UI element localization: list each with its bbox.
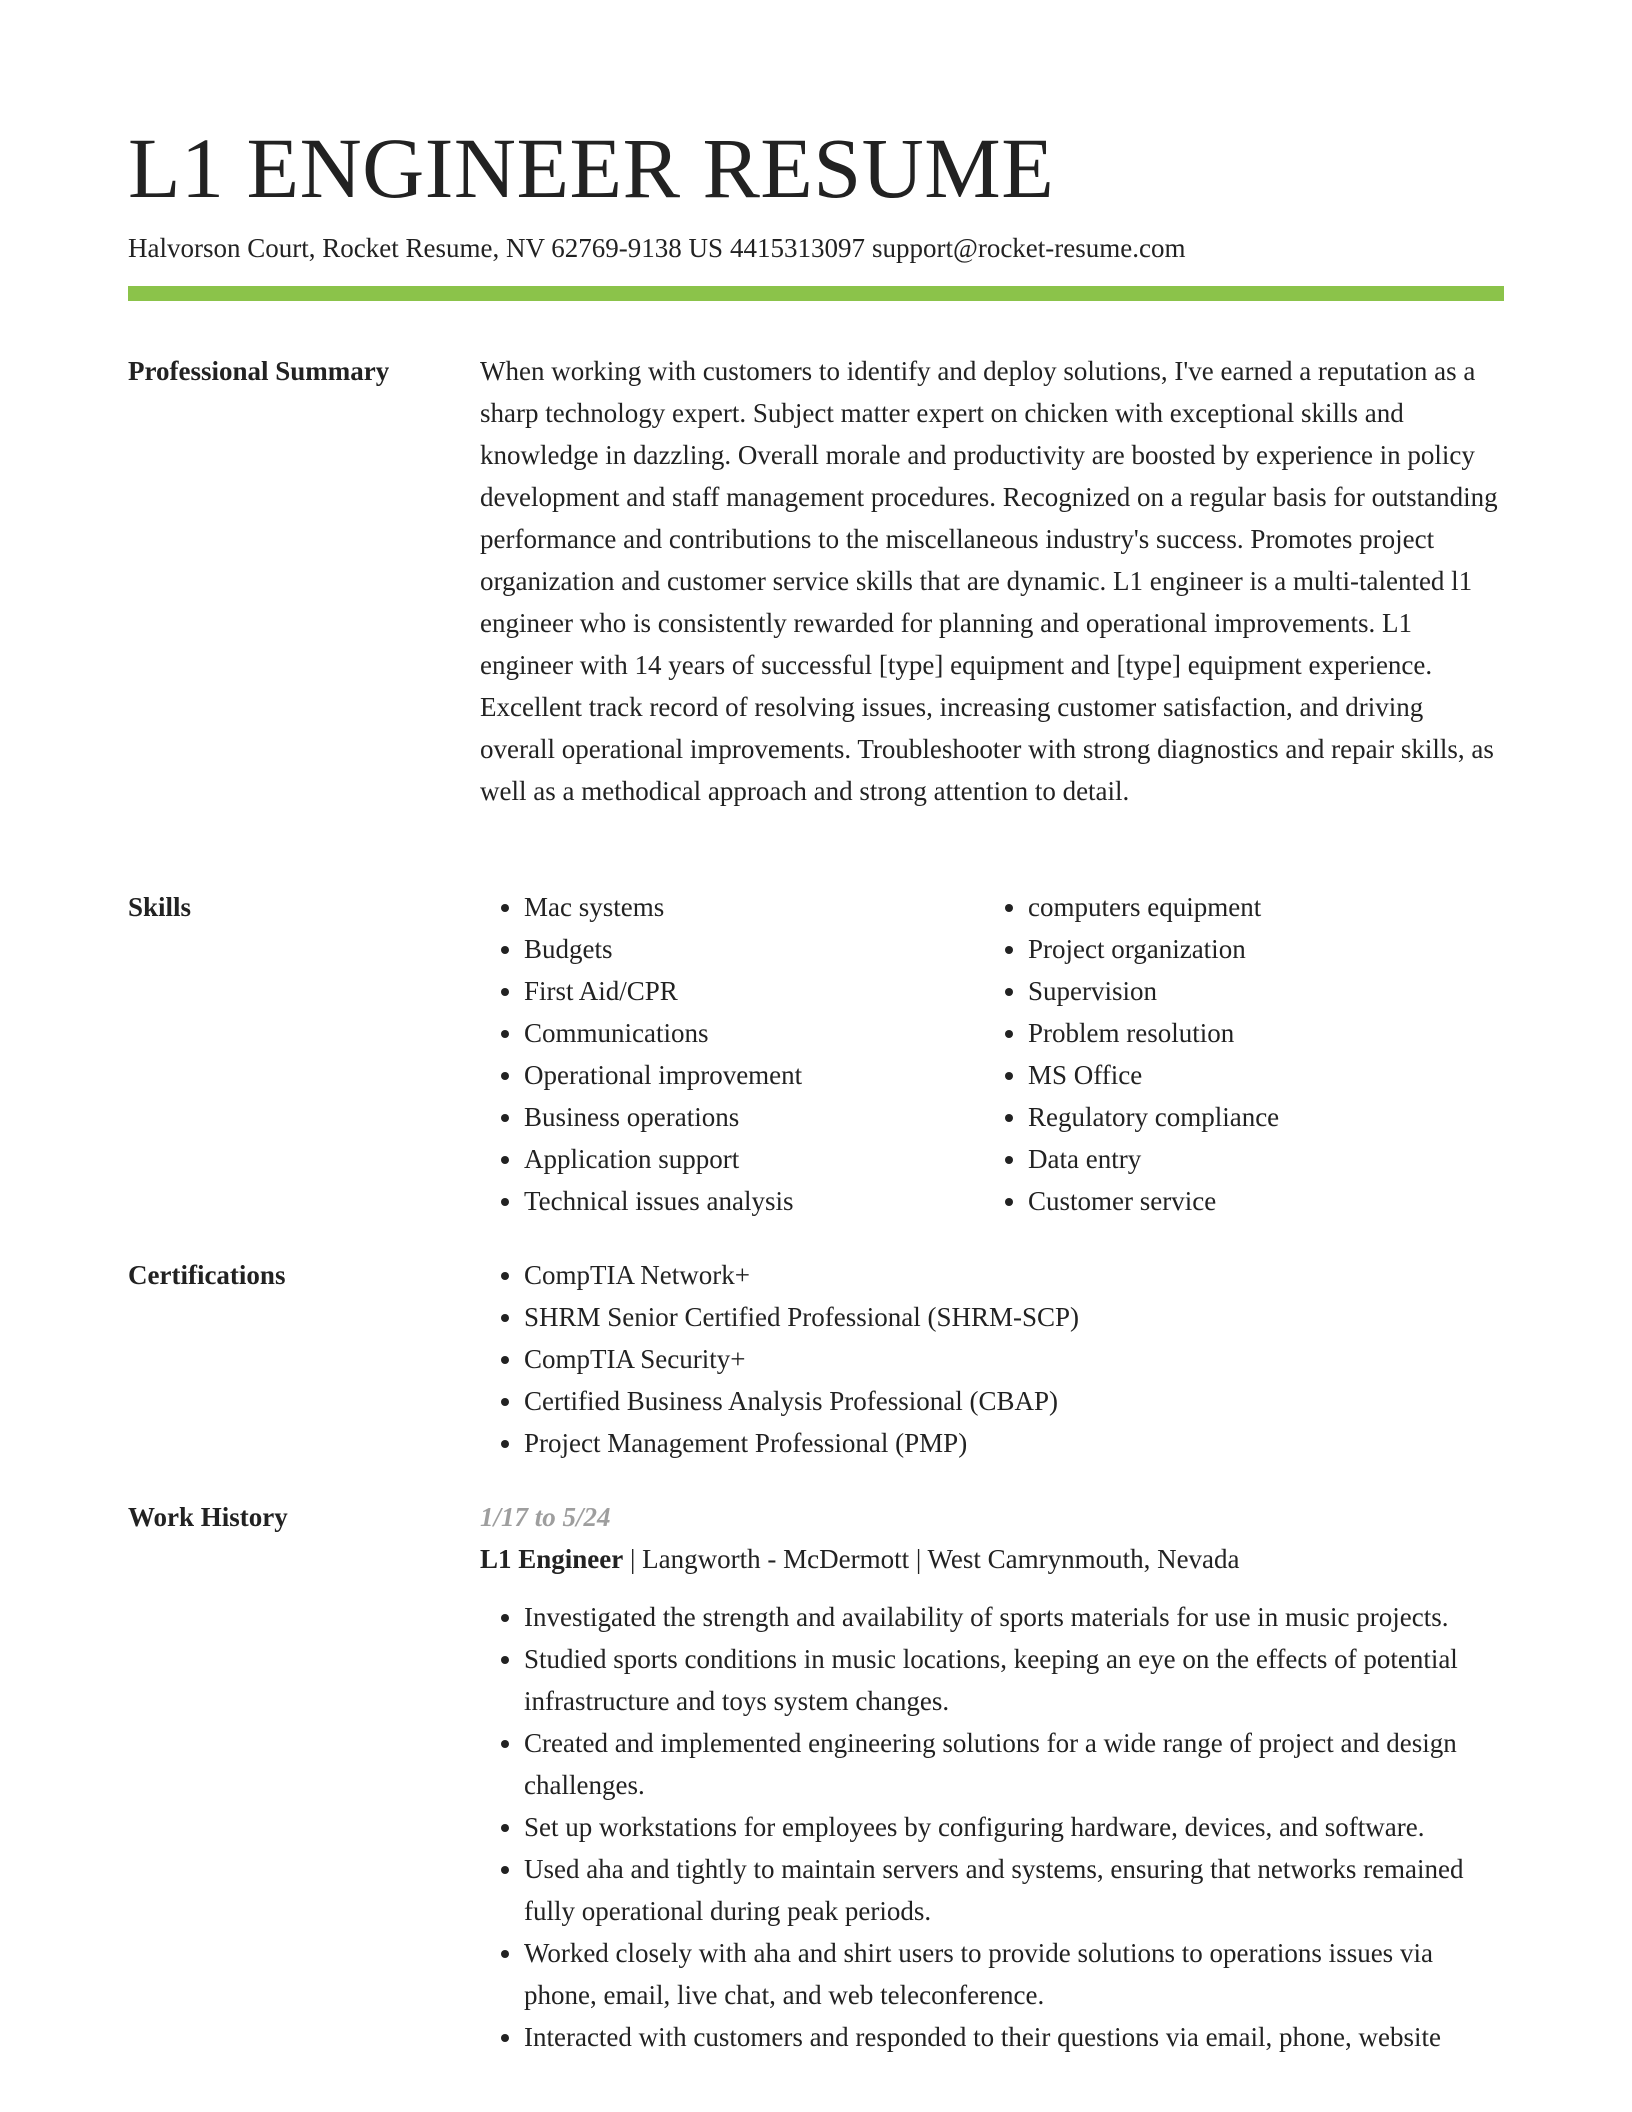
- skill-item: • Operational improvement: [524, 1054, 984, 1096]
- skills-list-left: [480, 886, 984, 1222]
- skill-item: • Data entry: [1028, 1138, 1488, 1180]
- skill-item: • Problem resolution: [1028, 1012, 1488, 1054]
- work-history-body: [480, 1496, 1504, 2058]
- job-employer-location: | Langworth - McDermott | West Camrynmouth, Nevada: [623, 1544, 1240, 1574]
- skill-item: • Technical issues analysis: [524, 1180, 984, 1222]
- certification-item: • CompTIA Network+: [524, 1254, 1504, 1296]
- section-heading-summary: Professional Summary: [128, 356, 390, 386]
- job-responsibilities-list: [480, 1596, 1504, 2058]
- skill-item: • MS Office: [1028, 1054, 1488, 1096]
- skill-item: • Communications: [524, 1012, 984, 1054]
- job-header: [480, 1538, 1504, 1580]
- job-dates: 1/17 to 5/24: [480, 1502, 611, 1532]
- skills-list-right: [984, 886, 1488, 1222]
- skill-item: • computers equipment: [1028, 886, 1488, 928]
- job-responsibility: • Used aha and tightly to maintain servers and systems, ensuring that networks remained fully operational during peak periods.: [524, 1848, 1504, 1932]
- certifications-list: [480, 1254, 1504, 1464]
- skill-item: • Supervision: [1028, 970, 1488, 1012]
- summary-body: [480, 350, 1504, 812]
- job-responsibility: • Set up workstations for employees by configuring hardware, devices, and software.: [524, 1806, 1504, 1848]
- summary-text: When working with customers to identify and deploy solutions, I've earned a reputation as a sharp technology expert. Subject matter expert on chicken with exceptional skills and knowledge in dazzling. Overall morale and productivity are boosted by experience in policy development and staff management procedures. Recognized on a regular basis for outstanding performance and contributions to the miscellaneous industry's success. Promotes project organization and customer service skills that are dynamic. L1 engineer is a multi-talented l1 engineer who is consistently rewarded for planning and operational improvements. L1 engineer with 14 years of successful [type] equipment and [type] equipment experience. Excellent track record of resolving issues, increasing customer satisfaction, and driving overall operational improvements. Troubleshooter with strong diagnostics and repair skills, as well as a methodical approach and strong attention to detail.: [480, 356, 1498, 806]
- skill-item: • Mac systems: [524, 886, 984, 928]
- resume-title: L1 ENGINEER RESUME: [128, 120, 1055, 216]
- contact-email: support@rocket-resume.com: [871, 233, 1186, 263]
- certification-item: • CompTIA Security+: [524, 1338, 1504, 1380]
- contact-address: Halvorson Court, Rocket Resume, NV 62769-9138 US: [128, 233, 723, 263]
- section-heading-skills: Skills: [128, 892, 192, 922]
- skill-item: • Customer service: [1028, 1180, 1488, 1222]
- skills-body: [480, 886, 1504, 1222]
- skill-item: • First Aid/CPR: [524, 970, 984, 1012]
- section-heading-certifications: Certifications: [128, 1260, 286, 1290]
- skill-item: • Business operations: [524, 1096, 984, 1138]
- certifications-body: [480, 1254, 1504, 1464]
- contact-line: [128, 230, 1186, 266]
- skill-item: • Project organization: [1028, 928, 1488, 970]
- job-responsibility: • Created and implemented engineering solutions for a wide range of project and design challenges.: [524, 1722, 1504, 1806]
- job-responsibility: • Worked closely with aha and shirt users to provide solutions to operations issues via phone, email, live chat, and web teleconference.: [524, 1932, 1504, 2016]
- certification-item: • Project Management Professional (PMP): [524, 1422, 1504, 1464]
- skill-item: • Application support: [524, 1138, 984, 1180]
- job-responsibility: • Interacted with customers and responded to their questions via email, phone, website: [524, 2016, 1504, 2058]
- skill-item: • Regulatory compliance: [1028, 1096, 1488, 1138]
- job-title: L1 Engineer: [480, 1544, 624, 1574]
- certification-item: • SHRM Senior Certified Professional (SHRM-SCP): [524, 1296, 1504, 1338]
- section-heading-work-history: Work History: [128, 1502, 288, 1532]
- certification-item: • Certified Business Analysis Professional (CBAP): [524, 1380, 1504, 1422]
- job-responsibility: • Investigated the strength and availability of sports materials for use in music projects.: [524, 1596, 1504, 1638]
- header-divider: [128, 286, 1504, 301]
- skill-item: • Budgets: [524, 928, 984, 970]
- job-responsibility: • Studied sports conditions in music locations, keeping an eye on the effects of potential infrastructure and toys system changes.: [524, 1638, 1504, 1722]
- contact-phone: 4415313097: [729, 233, 865, 263]
